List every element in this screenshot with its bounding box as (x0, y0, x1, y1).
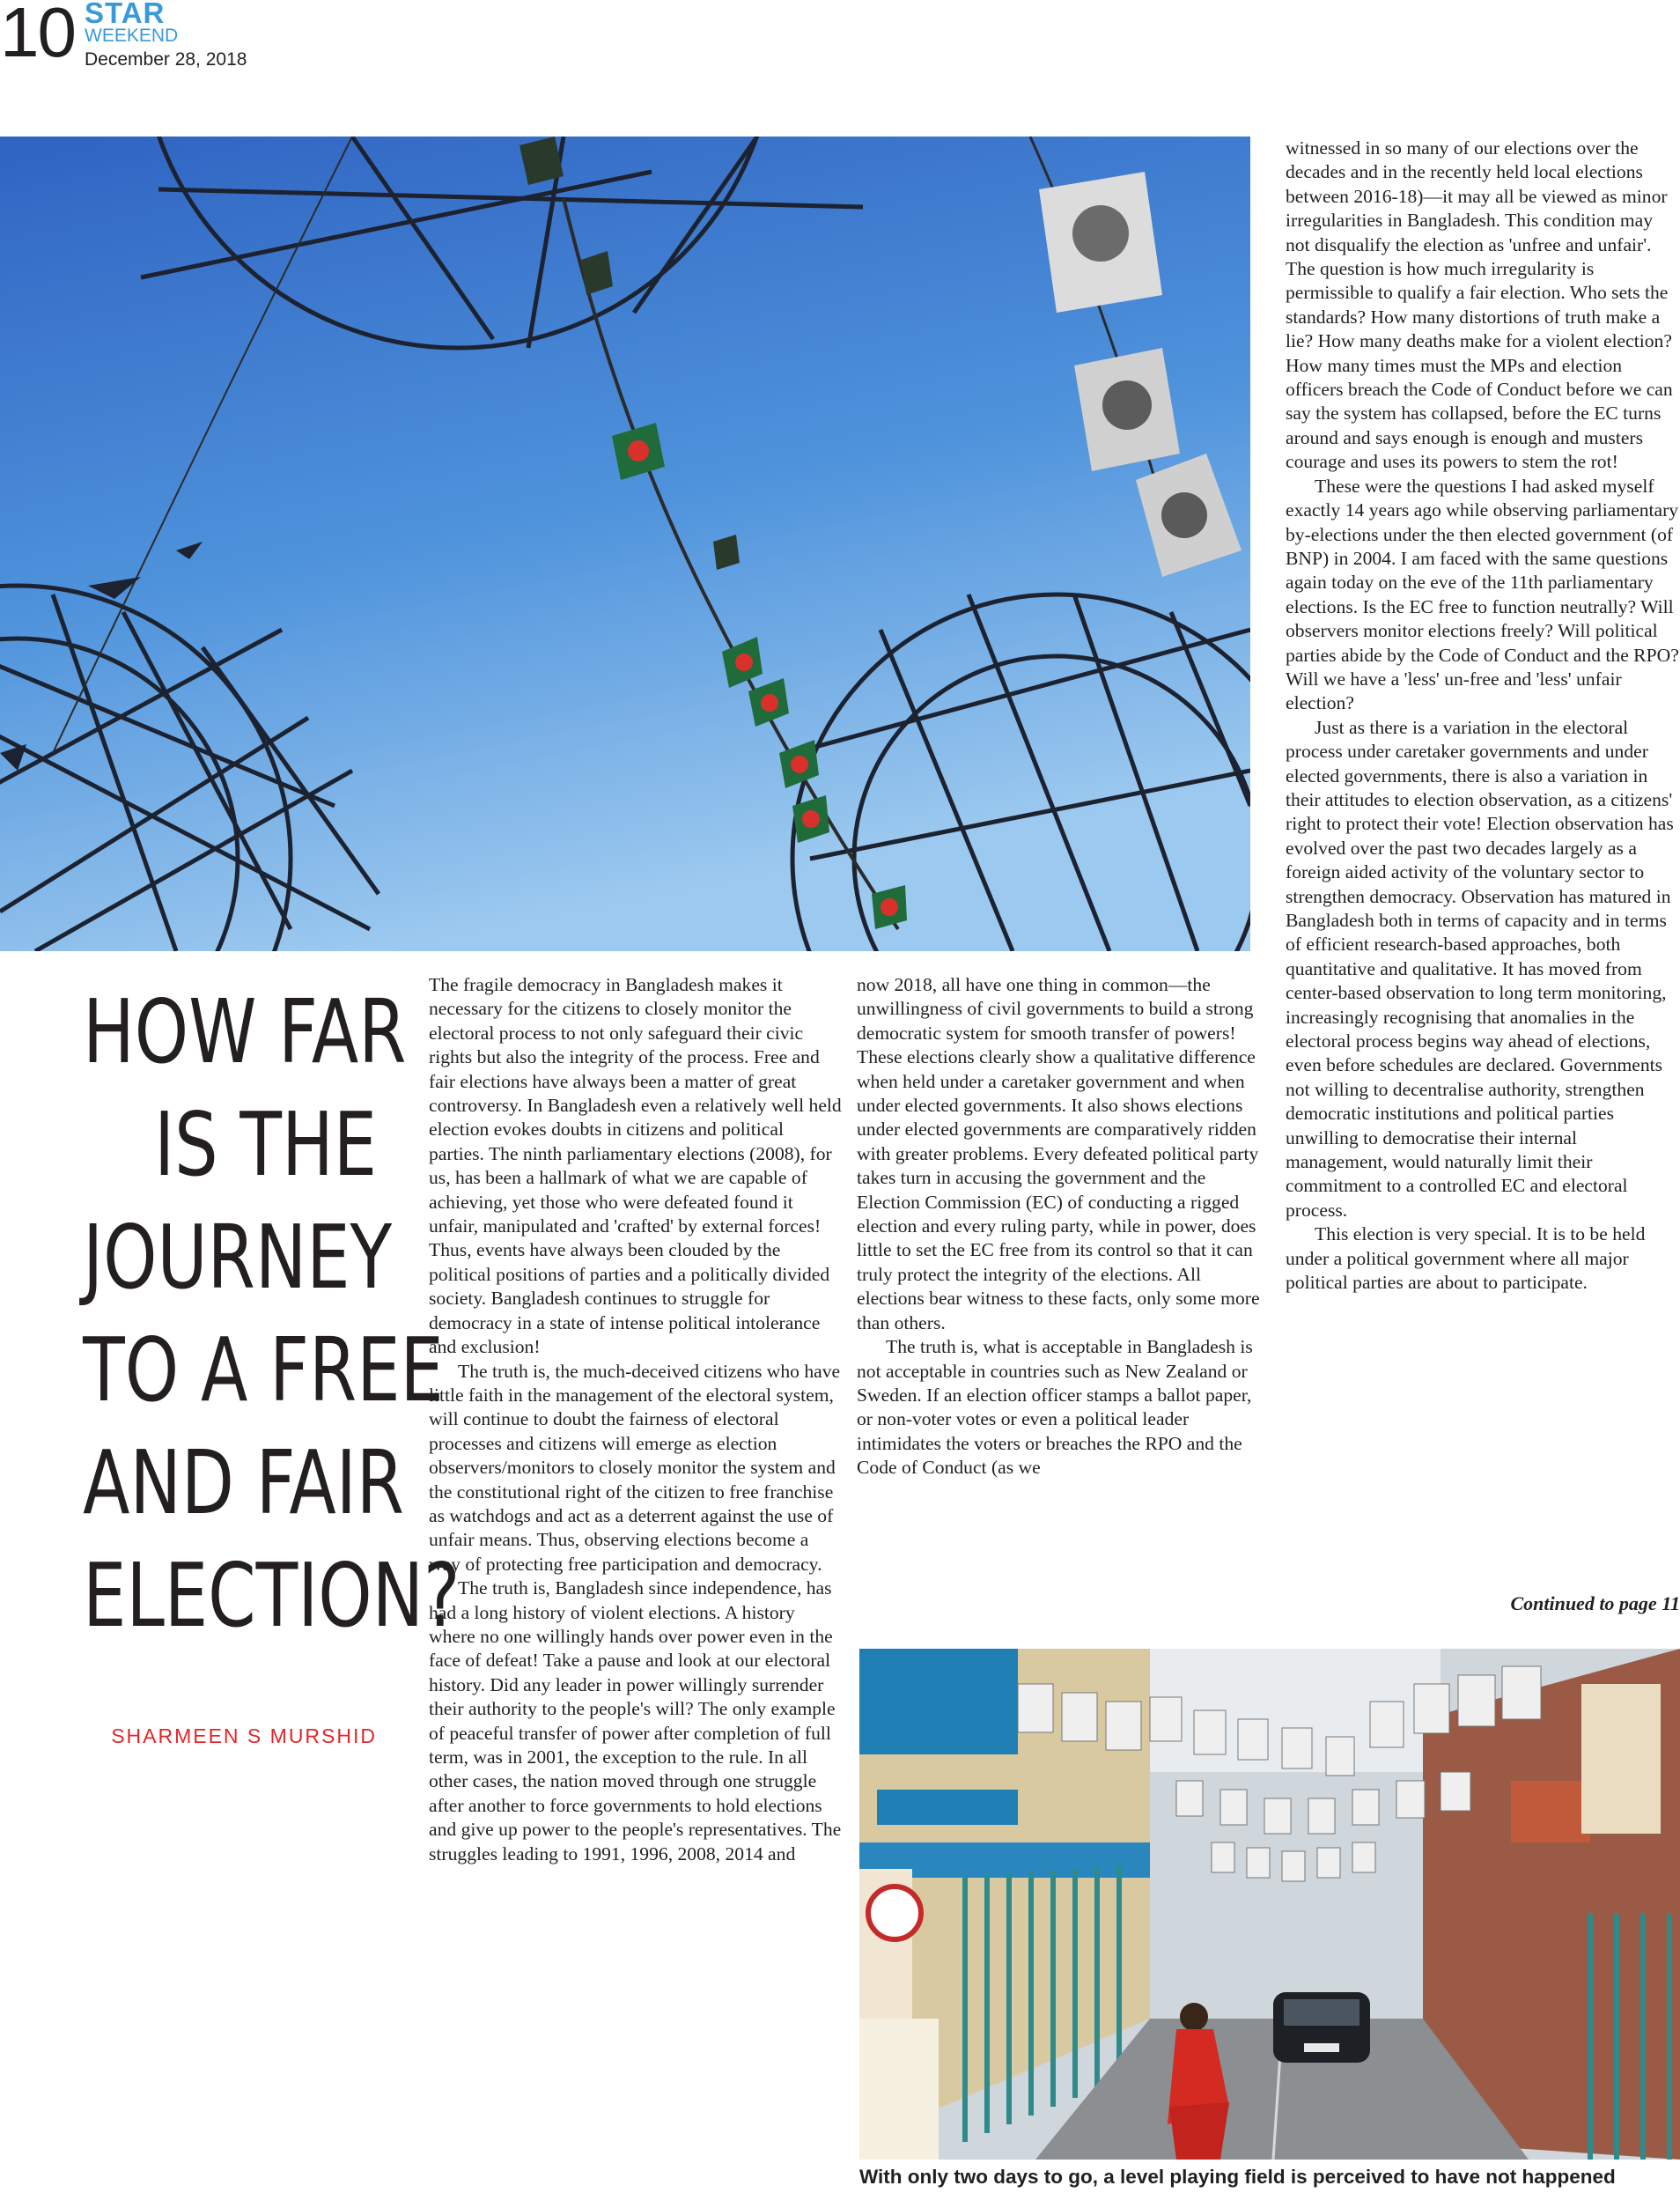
headline-line: HOW FAR (83, 980, 407, 1083)
photo-caption: With only two days to go, a level playing field is perceived to have not happened (859, 2166, 1616, 2188)
headline-line: IS THE (154, 1093, 377, 1196)
paragraph: These were the questions I had asked myself exactly 14 years ago while observing parliamentary by-elections under the then elected government (of BNP) in 2004. I am faced with the same questions again today on the eve of the 11th parliamentary elections. Is the EC free to function neutrally? Will observers monitor elections freely? Will political parties abide by the Code of Conduct and the RPO? Will we have a 'less' un-free and 'less' unfair election? (1286, 475, 1679, 714)
article-column-2 (857, 973, 1271, 1480)
hero-photo (0, 137, 1250, 951)
street-photo (859, 1649, 1680, 2160)
paragraph: This election is very special. It is to be held under a political government where all major political parties are about to participate. (1286, 1223, 1646, 1294)
paragraph: The fragile democracy in Bangladesh makes it necessary for the citizens to closely monitor the electoral process to not only safeguard their civic rights but also the integrity of the process. Free and fair elections have always been a matter of great controversy. In Bangladesh even a relatively well held election evokes doubts in citizens and political parties. The ninth parliamentary elections (2008), for us, has been a hallmark of what we are capable of achieving, yet those who were defeated found it unfair, manipulated and 'crafted' by external forces! Thus, events have always been clouded by the political positions of parties and a politically divided society. Bangladesh continues to struggle for democracy in a state of intense political intolerance and exclusion! (429, 974, 842, 1358)
headline-line: ELECTION? (83, 1544, 461, 1647)
article-column-3 (1286, 137, 1680, 1296)
paragraph: Just as there is a variation in the electoral process under caretaker governments and under elected governments, there is also a variation in their attitudes to election observation, as a citizens' right to protect their vote! Election observation has evolved over the past two decades largely as a foreign aided activity of the voluntary sector to strengthen democracy. Observation has matured in Bangladesh both in terms of capacity and in terms of efficient research-based approaches, both quantitative and qualitative. It has moved from center-based observation to long term monitoring, increasingly recognising that anomalies in the electoral process begins way ahead of elections, even before schedules are declared. Governments not willing to decentralise authority, strengthen democratic institutions and political parties unwilling to democratise their internal management, would naturally limit their commitment to a controlled EC and electoral process. (1286, 716, 1674, 1221)
street-posters-photo-icon (859, 1649, 1680, 2160)
byline: SHARMEEN S MURSHID (111, 1724, 377, 1747)
bunting-flags-sky-photo-icon (0, 137, 1250, 951)
paragraph: witnessed in so many of our elections over the decades and in the recently held local elections between 2016-18)—it may all be viewed as minor irregularities in Bangladesh. This condition may not disqualify the election as 'unfree and unfair'. The question is how much irregularity is permissible to qualify a fair election. Who sets the standards? How many distortions of truth make a lie? How many deaths make for a violent election? How many times must the MPs and election officers breach the Code of Conduct before we can say the system has collapsed, before the EC turns around and says enough is enough and musters courage and uses its powers to stem the rot! (1286, 137, 1673, 473)
masthead (0, 0, 352, 79)
continued-note: Continued to page 11 (1510, 1592, 1680, 1614)
headline-line: AND FAIR (83, 1431, 404, 1534)
paragraph: The truth is, the much-deceived citizens who have little faith in the management of the electoral system, will continue to doubt the fairness of electoral processes and citizens will emerge as election observers/monitors to closely monitor the system and the constitutional right of the citizen to free franchise as watchdogs and act as a deterrent against the use of unfair means. Thus, observing elections become a way of protecting free participation and democracy. (429, 1360, 841, 1575)
page-number: 10 (0, 0, 75, 71)
paragraph: The truth is, Bangladesh since independence, has had a long history of violent elections. A history where no one willingly hands over power even in the face of defeat! Take a pause and look at our electoral history. Did any leader in power willingly surrender their authority to the people's will? The only example of peaceful transfer of power after completion of full term, was in 2001, the exception to the rule. In all other cases, the nation moved through one struggle after another to force governments to hold elections and give up power to the people's representatives. The struggles leading to 1991, 1996, 2008, 2014 and (429, 1577, 842, 1864)
article-column-1 (429, 973, 843, 1866)
brand-star: STAR (85, 0, 166, 29)
headline-line: JOURNEY (83, 1206, 393, 1309)
headline (83, 976, 461, 1652)
paragraph: now 2018, all have one thing in common—the unwillingness of civil governments to build a strong democratic system for smooth transfer of powers! These elections clearly show a qualitative difference when held under a caretaker government and when under elected governments. It also shows elections under elected governments are comparatively ridden with greater problems. Every defeated political party takes turn in accusing the government and the Election Commission (EC) of conducting a rigged election and every ruling party, while in power, does little to set the EC free from its control so that it can truly protect the integrity of the elections. All elections bear witness to these facts, only some more than others. (857, 974, 1260, 1333)
paragraph: The truth is, what is acceptable in Bangladesh is not acceptable in countries such as New Zealand or Sweden. If an election officer stamps a ballot paper, or non-voter votes or even a political leader intimidates the voters or breaches the RPO and the Code of Conduct (as we (857, 1336, 1253, 1479)
issue-date: December 28, 2018 (85, 49, 247, 70)
brand-weekend: WEEKEND (85, 26, 179, 46)
headline-line: TO A FREE (83, 1318, 444, 1421)
